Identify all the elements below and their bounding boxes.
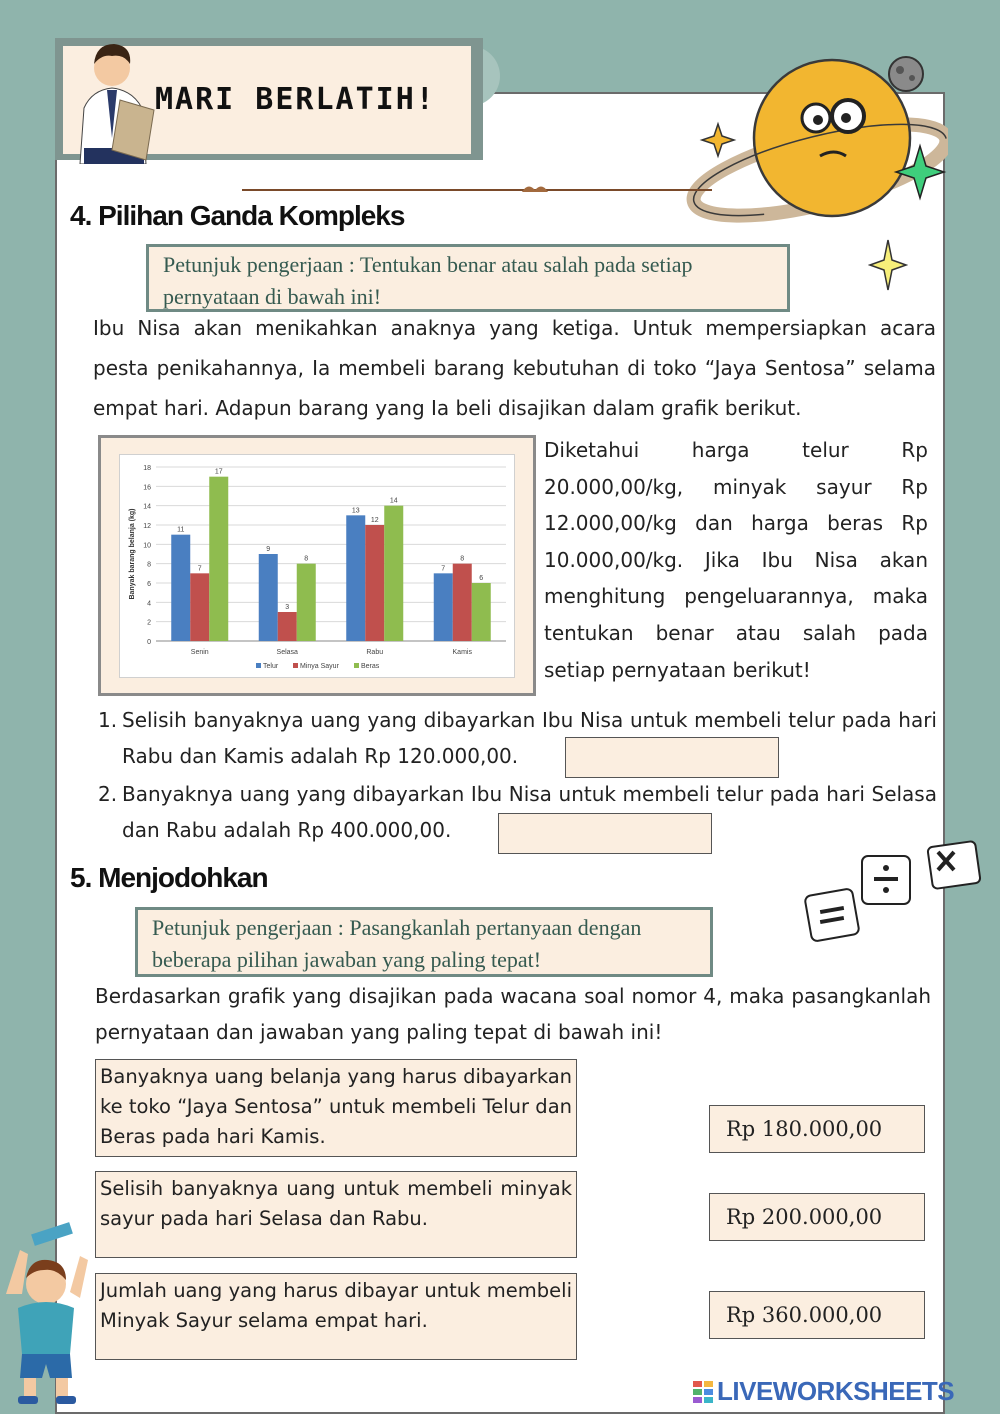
data-label: 7 [197,565,202,573]
divider-ornament-icon [520,180,550,194]
bar [346,515,365,641]
page-title: MARI BERLATIH! [155,82,436,117]
x-tick-label: Selasa [276,649,298,656]
chart-area [119,454,515,678]
section-divider [242,189,712,191]
y-tick-label: 16 [143,484,151,492]
statement-1-answer-box[interactable] [565,737,779,778]
liveworksheets-logo: LIVEWORKSHEETS [693,1376,954,1407]
y-axis-label: Banyak barang belanja (kg) [129,508,136,600]
legend-swatch [256,663,261,668]
legend-label: Minya Sayur [300,663,339,670]
x-tick-label: Kamis [452,649,472,656]
logo-icon [693,1381,713,1403]
section5-intro: Berdasarkan grafik yang disajikan pada wacana soal nomor 4, maka pasangkanlah pernyataan dan jawaban yang paling tepat di bawah ini! [95,984,931,1044]
bar [278,612,297,641]
bar-chart [120,455,516,679]
bar [297,564,316,641]
statement-2-answer-box[interactable] [498,813,712,854]
bar [384,506,403,641]
x-tick-label: Rabu [366,649,384,656]
match-question-2[interactable]: Selisih banyaknya uang untuk membeli minyak sayur pada hari Selasa dan Rabu. [95,1171,577,1258]
y-tick-label: 18 [143,465,151,472]
section4-intro: Ibu Nisa akan menikahkan anaknya yang ketiga. Untuk mempersiapkan acara pesta penikahannya, Ia membeli barang kebutuhan di toko “Jaya Sentosa” selama empat hari. Adapun barang yang Ia beli disajikan dalam grafik berikut. [93,316,936,420]
y-tick-label: 4 [147,600,151,608]
y-tick-label: 6 [147,581,151,588]
bar [365,525,384,641]
legend-label: Beras [361,663,380,670]
bar [171,535,190,641]
statement-text: Selisih banyaknya uang yang dibayarkan Ibu Nisa untuk membeli telur pada hari Rabu dan Kamis adalah Rp 120.000,00. [122,708,937,768]
bar [259,554,278,641]
data-label: 11 [177,526,185,534]
bar [434,573,453,641]
data-label: 12 [370,517,379,524]
y-tick-label: 2 [147,619,151,627]
data-label: 17 [214,468,223,476]
data-label: 8 [304,555,309,563]
dice-illustration [800,838,1000,950]
legend-swatch [293,663,298,668]
y-tick-label: 0 [147,639,151,646]
legend-label: Telur [263,663,279,670]
bar [453,564,472,641]
chart-frame [98,435,536,696]
data-label: 7 [441,565,446,573]
y-tick-label: 10 [143,542,151,550]
statement-number: 1. [98,708,118,732]
section5-heading: 5. Menjodohkan [70,862,268,893]
data-label: 14 [389,497,398,505]
section5-instruction: Petunjuk pengerjaan : Pasangkanlah pertanyaan dengan beberapa pilihan jawaban yang paling tepat! [135,907,713,977]
bar [209,477,228,641]
section4-side-text: Diketahui harga telur Rp 20.000,00/kg, minyak sayur Rp 12.000,00/kg dan harga beras Rp 10.000,00/kg. Jika Ibu Nisa akan menghitung pengeluarannya, maka tentukan benar atau salah pada setiap pernyataan berikut! [544,438,928,682]
data-label: 6 [479,575,484,582]
match-question-3[interactable]: Jumlah uang yang harus dibayar untuk membeli Minyak Sayur selama empat hari. [95,1273,577,1360]
data-label: 13 [351,507,360,515]
planet-illustration [686,52,948,242]
statement-text: Banyaknya uang yang dibayarkan Ibu Nisa untuk membeli telur pada hari Selasa dan Rabu adalah Rp 400.000,00. [122,782,937,842]
teacher-illustration [62,28,162,164]
data-label: 3 [285,604,290,611]
y-tick-label: 14 [143,503,151,511]
y-tick-label: 8 [147,561,151,569]
y-tick-label: 12 [143,523,151,530]
data-label: 8 [460,555,465,563]
match-option-1[interactable]: Rp 180.000,00 [709,1105,925,1153]
match-question-1[interactable]: Banyaknya uang belanja yang harus dibayarkan ke toko “Jaya Sentosa” untuk membeli Telur dan Beras pada hari Kamis. [95,1059,577,1157]
match-option-3[interactable]: Rp 360.000,00 [709,1291,925,1339]
data-label: 9 [266,546,271,553]
statement-number: 2. [98,782,118,806]
section4-heading: 4. Pilihan Ganda Kompleks [70,200,405,231]
bar [472,583,491,641]
x-tick-label: Senin [190,649,209,656]
sparkle-icon [868,238,908,292]
bar [190,573,209,641]
match-option-2[interactable]: Rp 200.000,00 [709,1193,925,1241]
legend-swatch [354,663,359,668]
student-illustration [0,1222,92,1406]
section4-instruction: Petunjuk pengerjaan : Tentukan benar atau salah pada setiap pernyataan di bawah ini! [146,244,790,312]
